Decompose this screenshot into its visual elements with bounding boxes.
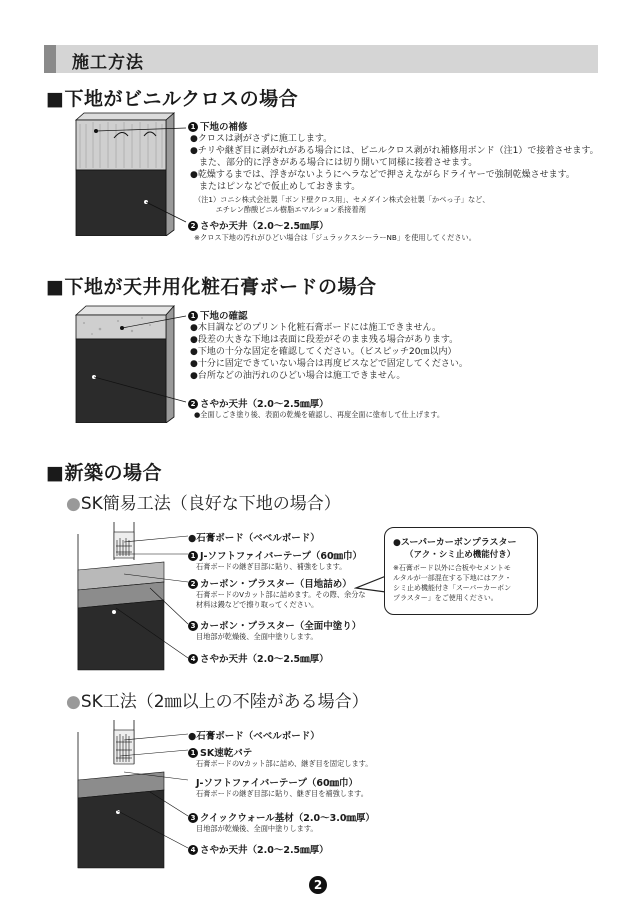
callout-title: ●スーパーカーボンプラスター	[393, 538, 517, 548]
sk-layer2-title: 1 SK速乾パテ	[188, 745, 252, 759]
sk-simple-layer3-note: 石膏ボードのVカット部に詰めます。その際、余分な 材料は鏝などで擦り取ってください。	[196, 590, 366, 609]
sk-layer3-note: 石膏ボードの継ぎ目部に貼り、継ぎ目を補強します。	[196, 789, 368, 798]
vinyl-note: （注1）コニシ株式会社製「ボンド壁クロス用」、セメダイン株式会社製「かべっ子」など、 エチレン酢酸ビニル樹脂エマルション系接着剤	[194, 195, 490, 214]
gypsum-ceiling-leaders	[94, 312, 190, 406]
heading-gypsum-ceiling: ■下地が天井用化粧石膏ボードの場合	[46, 276, 377, 298]
sk-layer4-note: 目地部が乾燥後、全面中塗りします。	[196, 824, 318, 833]
section-bar-marker	[44, 45, 56, 73]
sk-layer1: ●石膏ボード（ベベルボード）	[188, 731, 320, 742]
callout-subtitle: （アク・シミ止め機能付き）	[405, 550, 516, 560]
vinyl-item1-title: 1 下地の補修	[188, 119, 248, 133]
heading-sk-simple-method: ●SK簡易工法（良好な下地の場合）	[66, 494, 341, 514]
callout-text: ※石膏ボード以外に合板やセメントモ ルタルが一部混在する下地にはアク・ シミ止め機能付き「スーパーカーボン プラスター」をご使用ください。	[393, 564, 512, 602]
sk-simple-layer2-title: 1 J-ソフトファイバーテープ（60㎜巾）	[188, 548, 362, 562]
sk-layer5-title: 4 さやか天井（2.0～2.5㎜厚）	[188, 842, 329, 856]
heading-vinyl-cloth: ■下地がビニルクロスの場合	[46, 88, 299, 110]
heading-new-construction: ■新築の場合	[46, 462, 162, 484]
gypsum-item2-title: 2 さやか天井（2.0～2.5㎜厚）	[188, 396, 329, 410]
sk-layer4-title: 3 クイックウォール基材（2.0～3.0㎜厚）	[188, 810, 375, 824]
page-number: 2	[309, 876, 327, 894]
vinyl-item1-text: ●クロスは剥がさずに施工します。 ●チリや継ぎ目に剥がれがある場合には、ビニルクロス剥がれ補修用ボンド（注1）で接着させます。 また、部分的に浮きがある場合には切り開いて同様に接着させます。 ●乾燥するまでは、浮きがないようにヘラなどで押さえながらドライヤーで強制乾燥させます。 またはピンなどで仮止めしておきます。	[190, 134, 599, 192]
vinyl-item2-note: ※クロス下地の汚れがひどい場合は「ジュラックスシーラーNB」を使用してください。	[194, 233, 476, 242]
sk-layer3-title: J-ソフトファイバーテープ（60㎜巾）	[196, 778, 359, 789]
sk-simple-layer2-note: 石膏ボードの継ぎ目部に貼り、補強をします。	[196, 562, 347, 571]
gypsum-item1-text: ●木目調などのプリント化粧石膏ボードには施工できません。 ●段差の大きな下地は表面に段差がそのまま残る場合があります。 ●下地の十分な固定を確認してください。（ビスピッチ20㎝以内） ●十分に固定できていない場合は再度ビスなどで固定してください。 ●台所などの油汚れのひどい場合は施工できません。	[190, 323, 468, 381]
sk-simple-layer5-title: 4 さやか天井（2.0～2.5㎜厚）	[188, 651, 329, 665]
section-title: 施工方法	[72, 53, 144, 73]
callout-pointer	[354, 570, 388, 596]
sk-simple-layer1: ●石膏ボード（ベベルボード）	[188, 533, 320, 544]
sk-simple-layer4-title: 3 カーボン・プラスター（全面中塗り）	[188, 618, 361, 632]
gypsum-item1-title: 1 下地の確認	[188, 308, 248, 322]
sk-layer2-note: 石膏ボードのVカット部に詰め、継ぎ目を固定します。	[196, 759, 373, 768]
sk-simple-leaders	[110, 528, 192, 664]
sk-simple-layer4-note: 目地部が乾燥後、全面中塗りします。	[196, 632, 318, 641]
vinyl-cloth-leaders	[94, 118, 190, 228]
sk-method-leaders	[110, 726, 192, 862]
super-carbon-plaster-callout	[384, 527, 538, 615]
gypsum-item2-note: ●全面しごき塗り後、表面の乾燥を確認し、再度全面に塗布して仕上げます。	[194, 410, 445, 419]
heading-sk-method: ●SK工法（2㎜以上の不陸がある場合）	[66, 692, 369, 712]
sk-simple-layer3-title: 2 カーボン・プラスター（目地詰め）	[188, 576, 352, 590]
vinyl-item2-title: 2 さやか天井（2.0～2.5㎜厚）	[188, 218, 329, 232]
